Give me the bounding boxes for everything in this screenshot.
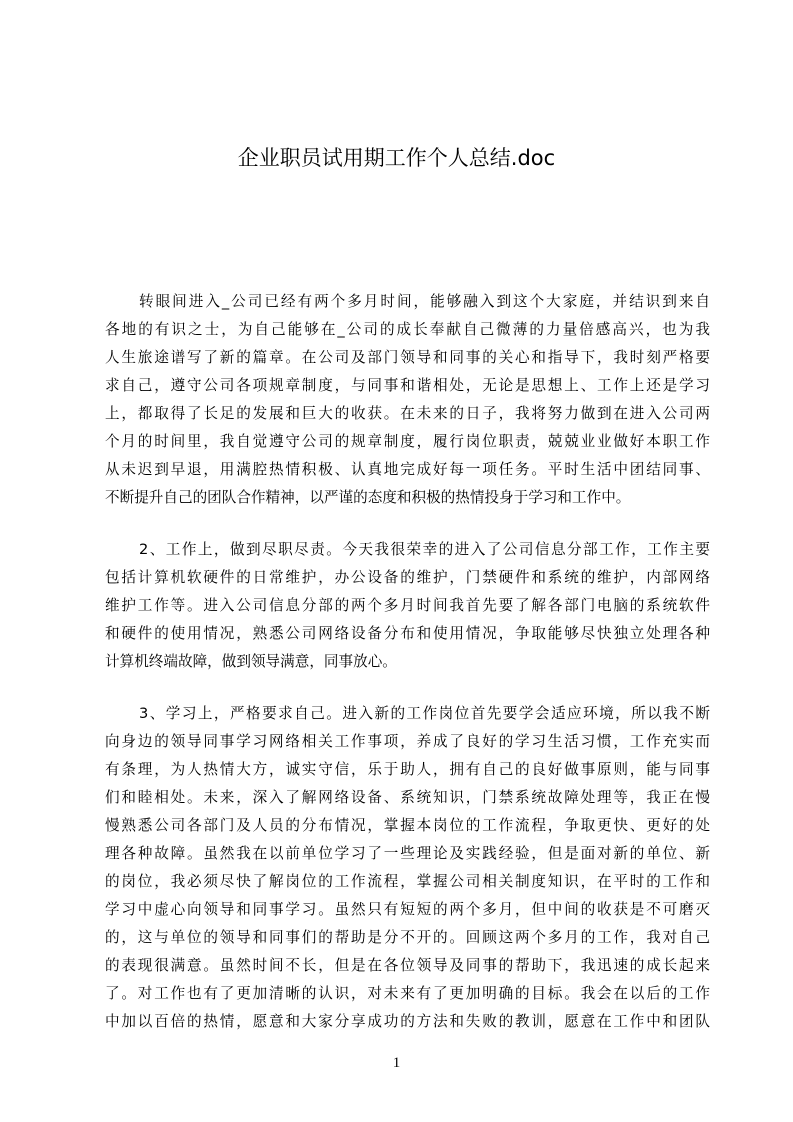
paragraph-line: 计算机终端故障，做到领导满意，同事放心。 bbox=[105, 653, 397, 670]
document-title: 企业职员试用期工作个人总结.doc bbox=[237, 146, 556, 170]
paragraph-line: 中加以百倍的热情，愿意和大家分享成功的方法和失败的教训，愿意在工作中和团队 bbox=[105, 1013, 710, 1030]
paragraph-line: 各地的有识之士，为自己能够在_公司的成长奉献自己微薄的力量倍感高兴，也为我 bbox=[105, 321, 710, 338]
paragraph-line: 理各种故障。虽然我在以前单位学习了一些理论及实践经验，但是面对新的单位、新 bbox=[105, 845, 710, 862]
paragraph-line: 上，都取得了长足的发展和巨大的收获。在未来的日子，我将努力做到在进入公司两 bbox=[105, 405, 710, 422]
paragraph-line: 了。对工作也有了更加清晰的认识，对未来有了更加明确的目标。我会在以后的工作 bbox=[105, 985, 710, 1002]
paragraph-line: 的岗位，我必须尽快了解岗位的工作流程，掌握公司相关制度知识，在平时的工作和 bbox=[105, 873, 710, 890]
paragraph-line: 维护工作等。进入公司信息分部的两个多月时间我首先要了解各部门电脑的系统软件 bbox=[105, 597, 710, 614]
paragraph-line: 的表现很满意。虽然时间不长，但是在各位领导及同事的帮助下，我迅速的成长起来 bbox=[105, 957, 710, 974]
paragraph-work bbox=[105, 536, 710, 676]
page-number: 1 bbox=[392, 1055, 401, 1071]
paragraph-line: 转眼间进入_公司已经有两个多月时间，能够融入到这个大家庭，并结识到来自 bbox=[139, 293, 710, 310]
paragraph-line: 包括计算机软硬件的日常维护，办公设备的维护，门禁硬件和系统的维护，内部网络 bbox=[105, 569, 710, 586]
paragraph-spacer bbox=[105, 676, 710, 700]
paragraph-line: 求自己，遵守公司各项规章制度，与同事和谐相处，无论是思想上、工作上还是学习 bbox=[105, 377, 710, 394]
paragraph-line: 人生旅途谱写了新的篇章。在公司及部门领导和同事的关心和指导下，我时刻严格要 bbox=[105, 349, 710, 366]
paragraph-study bbox=[105, 700, 710, 1036]
paragraph-line: 个月的时间里，我自觉遵守公司的规章制度，履行岗位职责，兢兢业业做好本职工作 bbox=[105, 433, 710, 450]
paragraph-line: 不断提升自己的团队合作精神，以严谨的态度和积极的热情投身于学习和工作中。 bbox=[105, 489, 631, 506]
paragraph-line: 2、工作上，做到尽职尽责。今天我很荣幸的进入了公司信息分部工作，工作主要 bbox=[139, 541, 710, 558]
paragraph-line: 学习中虚心向领导和同事学习。虽然只有短短的两个多月，但中间的收获是不可磨灭 bbox=[105, 901, 710, 918]
paragraph-line: 3、学习上，严格要求自己。进入新的工作岗位首先要学会适应环境，所以我不断 bbox=[139, 705, 710, 722]
paragraph-line: 有条理，为人热情大方，诚实守信，乐于助人，拥有自己的良好做事原则，能与同事 bbox=[105, 761, 710, 778]
paragraph-line: 向身边的领导同事学习网络相关工作事项，养成了良好的学习生活习惯，工作充实而 bbox=[105, 733, 710, 750]
paragraph-spacer bbox=[105, 512, 710, 536]
paragraph-line: 们和睦相处。未来，深入了解网络设备、系统知识，门禁系统故障处理等，我正在慢 bbox=[105, 789, 710, 806]
document-body bbox=[105, 288, 710, 1036]
paragraph-line: 的，这与单位的领导和同事们的帮助是分不开的。回顾这两个多月的工作，我对自己 bbox=[105, 929, 710, 946]
paragraph-line: 从未迟到早退，用满腔热情积极、认真地完成好每一项任务。平时生活中团结同事、 bbox=[105, 461, 710, 478]
paragraph-line: 和硬件的使用情况，熟悉公司网络设备分布和使用情况，争取能够尽快独立处理各种 bbox=[105, 625, 710, 642]
paragraph-intro bbox=[105, 288, 710, 512]
paragraph-line: 慢熟悉公司各部门及人员的分布情况，掌握本岗位的工作流程，争取更快、更好的处 bbox=[105, 817, 710, 834]
